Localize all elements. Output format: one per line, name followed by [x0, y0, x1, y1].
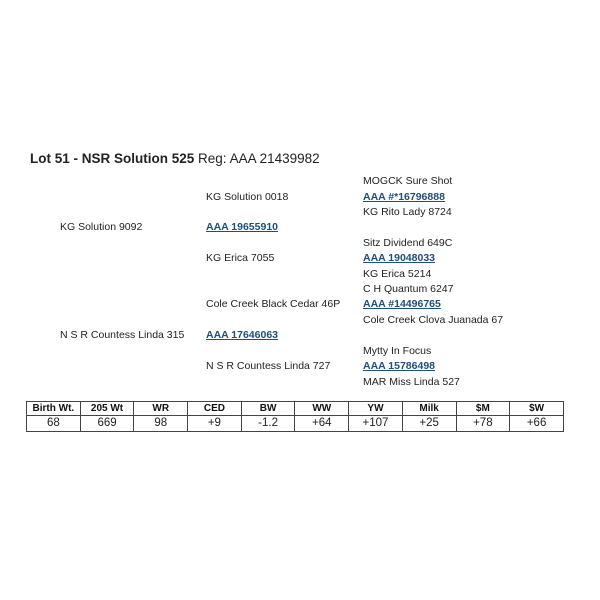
- pedigree-dsd: Cole Creek Clova Juanada 67: [363, 314, 504, 326]
- epd-value-row: [27, 416, 564, 432]
- epd-header: BW: [241, 402, 295, 416]
- epd-value: +66: [510, 416, 564, 432]
- epd-value: +64: [295, 416, 349, 432]
- pedigree-dd: N S R Countess Linda 727: [206, 360, 331, 372]
- lot-title: [30, 151, 320, 166]
- pedigree-sire: KG Solution 9092: [60, 221, 143, 233]
- epd-header: $W: [510, 402, 564, 416]
- pedigree-dss-reg-link[interactable]: AAA #14496765: [363, 298, 441, 310]
- pedigree-dds: Mytty In Focus: [363, 345, 432, 357]
- pedigree-sds-reg-link[interactable]: AAA 19048033: [363, 252, 435, 264]
- pedigree-ss: KG Solution 0018: [206, 191, 289, 203]
- pedigree-dss: C H Quantum 6247: [363, 283, 454, 295]
- pedigree-ddd: MAR Miss Linda 527: [363, 376, 460, 388]
- epd-value: +25: [402, 416, 456, 432]
- pedigree-sss-reg-link[interactable]: AAA #*16796888: [363, 191, 445, 203]
- pedigree-ssd: KG Rito Lady 8724: [363, 206, 452, 218]
- epd-value: +9: [188, 416, 242, 432]
- epd-header: YW: [349, 402, 403, 416]
- pedigree-dam-reg-link[interactable]: AAA 17646063: [206, 329, 278, 341]
- epd-value: 68: [27, 416, 81, 432]
- epd-value: -1.2: [241, 416, 295, 432]
- pedigree-sd: KG Erica 7055: [206, 252, 275, 264]
- epd-value: 669: [80, 416, 134, 432]
- pedigree-sss: MOGCK Sure Shot: [363, 175, 453, 187]
- pedigree-sds: Sitz Dividend 649C: [363, 237, 453, 249]
- epd-header: 205 Wt: [80, 402, 134, 416]
- epd-value: +78: [456, 416, 510, 432]
- pedigree-sdd: KG Erica 5214: [363, 268, 432, 280]
- epd-header-row: [27, 402, 564, 416]
- epd-table: [26, 401, 564, 432]
- pedigree-dam: N S R Countess Linda 315: [60, 329, 185, 341]
- lot-registration: Reg: AAA 21439982: [198, 151, 320, 166]
- pedigree-sire-reg-link[interactable]: AAA 19655910: [206, 221, 278, 233]
- epd-header: Birth Wt.: [27, 402, 81, 416]
- epd-value: 98: [134, 416, 188, 432]
- epd-header: WW: [295, 402, 349, 416]
- epd-header: $M: [456, 402, 510, 416]
- epd-header: Milk: [402, 402, 456, 416]
- lot-name: Lot 51 - NSR Solution 525: [30, 151, 195, 166]
- pedigree-dds-reg-link[interactable]: AAA 15786498: [363, 360, 435, 372]
- epd-header: CED: [188, 402, 242, 416]
- epd-value: +107: [349, 416, 403, 432]
- epd-header: WR: [134, 402, 188, 416]
- pedigree-ds: Cole Creek Black Cedar 46P: [206, 298, 341, 310]
